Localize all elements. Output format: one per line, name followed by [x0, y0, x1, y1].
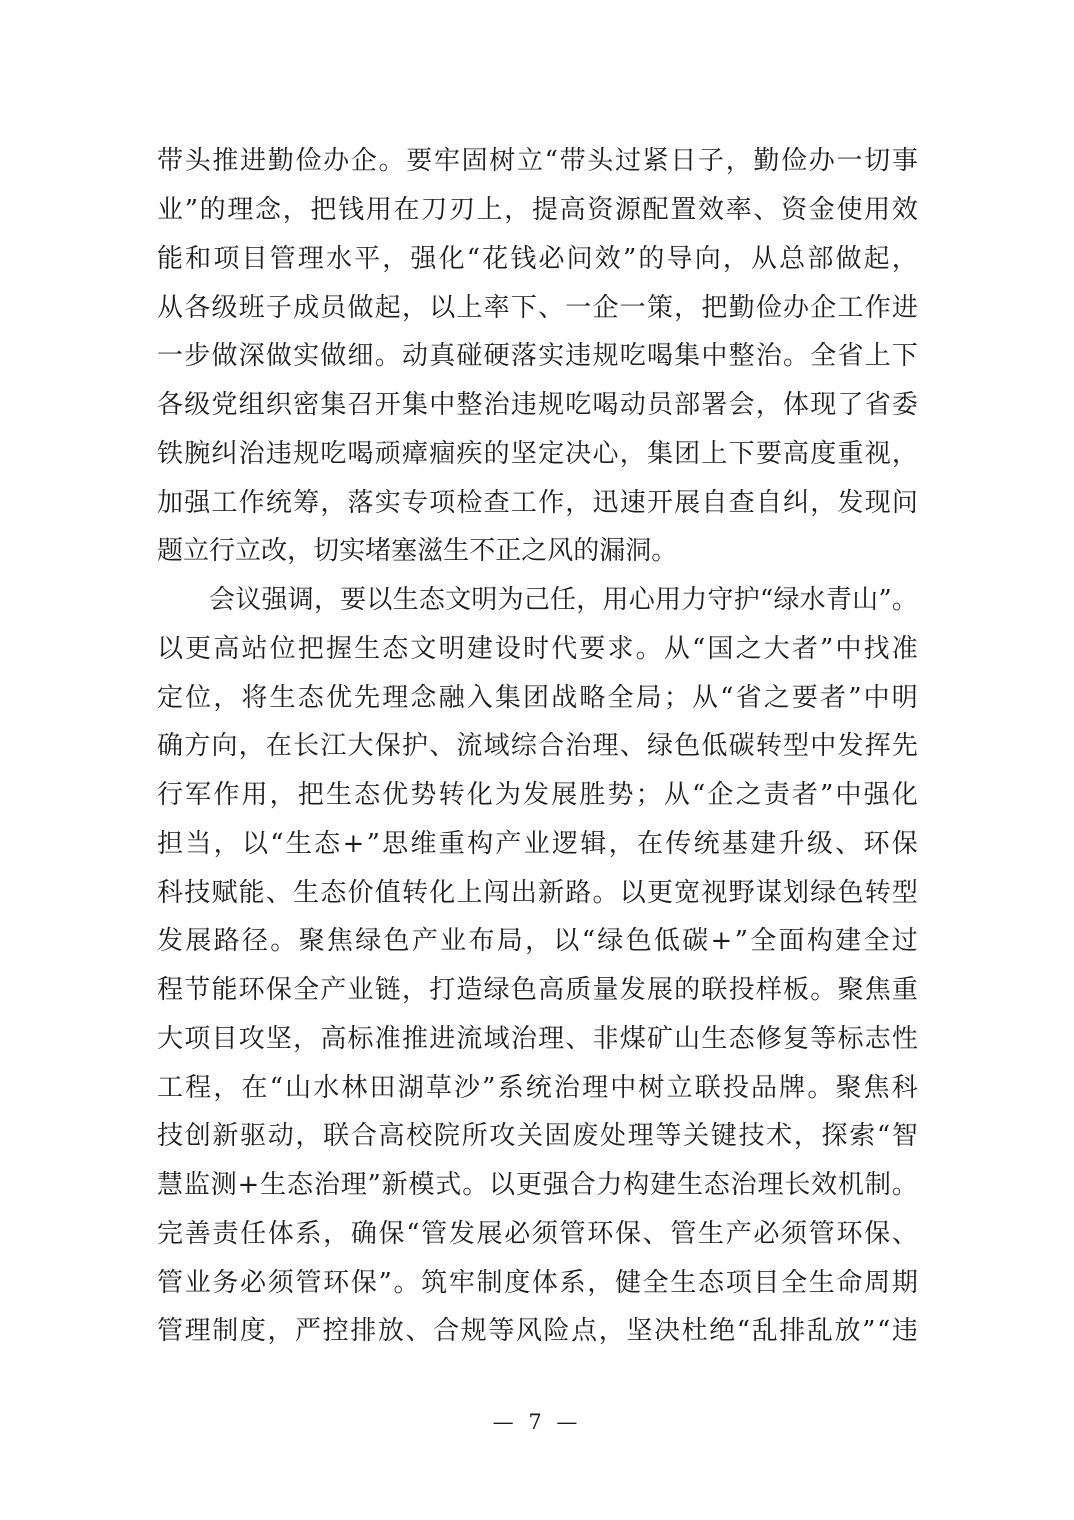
text-line: 工 程 ， 在 “ 山 水 林 田 湖 草 沙 ” 系 统 治 理 中 树 立 联 投 品 牌 。 聚 焦 科: [157, 1072, 918, 1103]
text-line: 大 项 目 攻 坚 ， 高 标 准 推 进 流 域 治 理 、 非 煤 矿 山 生 态 修 复 等 标 志 性: [157, 1023, 918, 1054]
text-line: 行 军 作 用 ， 把 生 态 优 势 转 化 为 发 展 胜 势 ； 从 “ 企 之 责 者 ” 中 强 化: [157, 780, 918, 811]
text-line: 慧 监 测 + 生 态 治 理 ” 新 模 式 。 以 更 强 合 力 构 建 生 态 治 理 长 效 机 制 。: [157, 1170, 918, 1201]
text-line: 铁 腕 纠 治 违 规 吃 喝 顽 瘴 痼 疾 的 坚 定 决 心 ， 集 团 上 下 要 高 度 重 视 ，: [157, 438, 918, 469]
text-line: 会 议 强 调 ， 要 以 生 态 文 明 为 己 任 ， 用 心 用 力 守 护 “ 绿 水 青 山 ” 。: [209, 585, 918, 616]
text-line: 科 技 赋 能 、 生 态 价 值 转 化 上 闯 出 新 路 。 以 更 宽 视 野 谋 划 绿 色 转 型: [157, 877, 918, 908]
text-line: 以 更 高 站 位 把 握 生 态 文 明 建 设 时 代 要 求 。 从 “ 国 之 大 者 ” 中 找 准: [157, 633, 918, 664]
text-line: 发 展 路 径 。 聚 焦 绿 色 产 业 布 局 ， 以 “ 绿 色 低 碳 + ” 全 面 构 建 全 过: [157, 926, 918, 957]
page-number: — 7 —: [492, 1410, 582, 1434]
text-line: 担 当 ， 以 “ 生 态 + ” 思 维 重 构 产 业 逻 辑 ， 在 传 统 基 建 升 级 、 环 保: [157, 828, 918, 859]
text-line: 确 方 向 ， 在 长 江 大 保 护 、 流 域 综 合 治 理 、 绿 色 低 碳 转 型 中 发 挥 先: [157, 731, 918, 762]
text-line: 技 创 新 驱 动 ， 联 合 高 校 院 所 攻 关 固 废 处 理 等 关 键 技 术 ， 探 索 “ 智: [157, 1121, 918, 1152]
text-line: 业 ” 的 理 念 ， 把 钱 用 在 刀 刃 上 ， 提 高 资 源 配 置 效 率 、 资 金 使 用 效: [157, 195, 918, 226]
text-line: 能 和 项 目 管 理 水 平 ， 强 化 “ 花 钱 必 问 效 ” 的 导 向 ， 从 总 部 做 起 ，: [157, 243, 918, 274]
text-line: 一 步 做 深 做 实 做 细 。 动 真 碰 硬 落 实 违 规 吃 喝 集 中 整 治 。 全 省 上 下: [157, 341, 918, 372]
text-line: 管 业 务 必 须 管 环 保 ” 。 筑 牢 制 度 体 系 ， 健 全 生 态 项 目 全 生 命 周 期: [157, 1267, 918, 1298]
text-line: 带 头 推 进 勤 俭 办 企 。 要 牢 固 树 立 “ 带 头 过 紧 日 子 ， 勤 俭 办 一 切 事: [157, 146, 918, 177]
text-line: 管 理 制 度 ， 严 控 排 放 、 合 规 等 风 险 点 ， 坚 决 杜 绝 “ 乱 排 乱 放 ” “ 违: [157, 1316, 918, 1347]
text-line: 各 级 党 组 织 密 集 召 开 集 中 整 治 违 规 吃 喝 动 员 部 署 会 ， 体 现 了 省 委: [157, 390, 918, 421]
text-line: 加 强 工 作 统 筹 ， 落 实 专 项 检 查 工 作 ， 迅 速 开 展 自 查 自 纠 ， 发 现 问: [157, 487, 918, 518]
document-body: [157, 137, 918, 1356]
text-line: 定 位 ， 将 生 态 优 先 理 念 融 入 集 团 战 略 全 局 ； 从 “ 省 之 要 者 ” 中 明: [157, 682, 918, 713]
text-line: 完 善 责 任 体 系 ， 确 保 “ 管 发 展 必 须 管 环 保 、 管 生 产 必 须 管 环 保 、: [157, 1218, 918, 1249]
text-line: 程 节 能 环 保 全 产 业 链 ， 打 造 绿 色 高 质 量 发 展 的 联 投 样 板 。 聚 焦 重: [157, 975, 918, 1006]
text-line: 从 各 级 班 子 成 员 做 起 ， 以 上 率 下 、 一 企 一 策 ， 把 勤 俭 办 企 工 作 进: [157, 292, 918, 323]
text-line: 题 立 行 立 改 ， 切 实 堵 塞 滋 生 不 正 之 风 的 漏 洞 。: [157, 536, 678, 567]
